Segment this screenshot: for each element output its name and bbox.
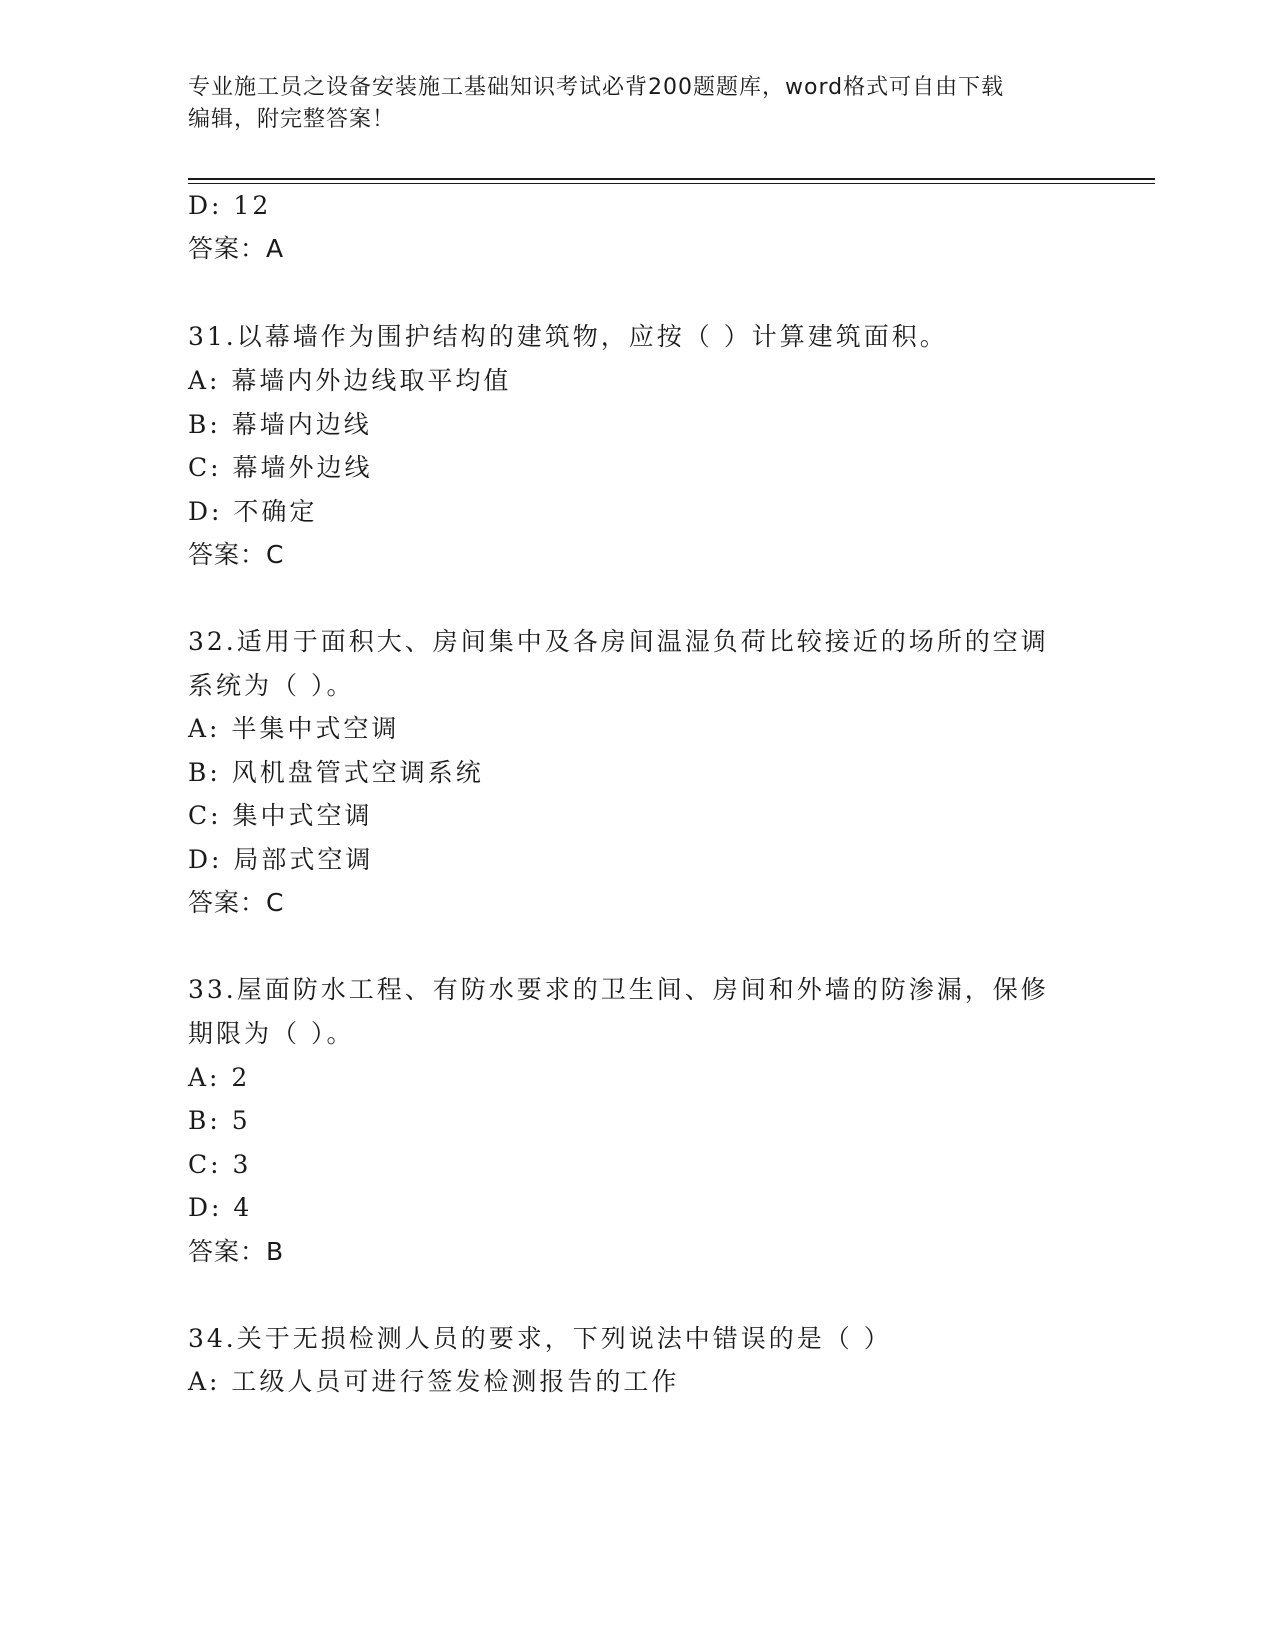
prev-option-d: D: 12 bbox=[188, 191, 272, 220]
q31-option-a: A: 幕墙内外边线取平均值 bbox=[188, 366, 512, 395]
q32-stem-line-2: 系统为（ ）。 bbox=[188, 671, 355, 700]
q32-stem-line-1: 32.适用于面积大、房间集中及各房间温湿负荷比较接近的场所的空调 bbox=[188, 627, 1049, 656]
header-line-2: 编辑，附完整答案！ bbox=[188, 107, 396, 132]
q33-option-d: D: 4 bbox=[188, 1193, 253, 1222]
q33-answer: 答案：B bbox=[188, 1237, 285, 1266]
q33-stem-line-1: 33.屋面防水工程、有防水要求的卫生间、房间和外墙的防渗漏，保修 bbox=[188, 975, 1049, 1004]
q34-stem: 34.关于无损检测人员的要求，下列说法中错误的是（ ） bbox=[188, 1324, 892, 1353]
header-line-1: 专业施工员之设备安装施工基础知识考试必背200题题库，word格式可自由下载 bbox=[188, 75, 1005, 100]
q31-stem: 31.以幕墙作为围护结构的建筑物，应按（ ）计算建筑面积。 bbox=[188, 322, 948, 351]
header-rule-thick bbox=[188, 178, 1155, 180]
q32-option-a: A: 半集中式空调 bbox=[188, 714, 400, 743]
header-rule-thin bbox=[188, 183, 1155, 184]
q33-option-b: B: 5 bbox=[188, 1106, 251, 1135]
q33-stem-line-2: 期限为（ ）。 bbox=[188, 1019, 355, 1048]
q31-answer: 答案：C bbox=[188, 540, 285, 569]
q32-option-b: B: 风机盘管式空调系统 bbox=[188, 758, 484, 787]
document-header bbox=[188, 72, 1088, 136]
q31-option-b: B: 幕墙内边线 bbox=[188, 410, 372, 439]
q31-option-c: C: 幕墙外边线 bbox=[188, 453, 373, 482]
q32-option-d: D: 局部式空调 bbox=[188, 845, 374, 874]
q32-option-c: C: 集中式空调 bbox=[188, 801, 373, 830]
q32-answer: 答案：C bbox=[188, 888, 285, 917]
q33-option-a: A: 2 bbox=[188, 1063, 251, 1092]
q33-option-c: C: 3 bbox=[188, 1150, 252, 1179]
q34-option-a: A: 工级人员可进行签发检测报告的工作 bbox=[188, 1367, 680, 1396]
prev-answer: 答案：A bbox=[188, 234, 285, 263]
q31-option-d: D: 不确定 bbox=[188, 497, 318, 526]
